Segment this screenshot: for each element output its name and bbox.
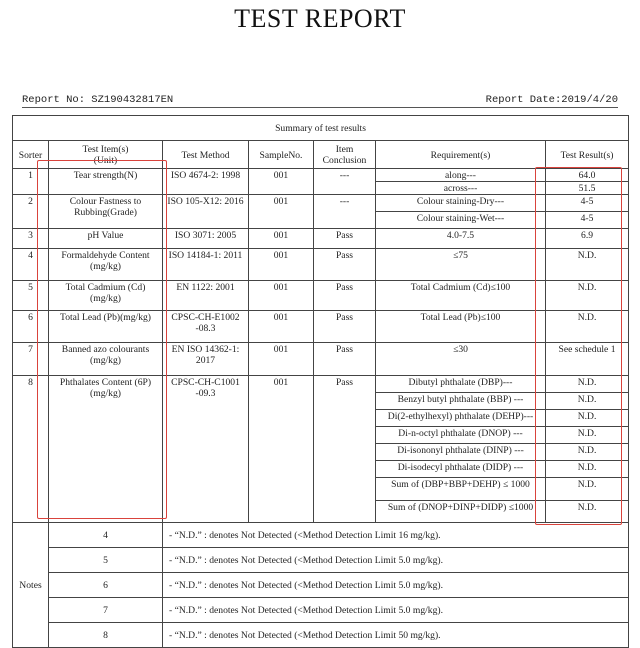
notes-label: Notes [13, 523, 49, 648]
requirement-cell: Colour staining-Dry--- [376, 195, 546, 212]
test-result-cell: N.D. [546, 461, 629, 478]
requirement-cell: across--- [376, 182, 546, 195]
requirement-cell: Total Lead (Pb)≤100 [376, 311, 546, 343]
note-text: - “N.D.” : denotes Not Detected (<Method Detection Limit 50 mg/kg). [163, 623, 629, 648]
sample-no-cell: 001 [249, 169, 314, 195]
test-result-cell: 6.9 [546, 229, 629, 249]
test-item-cell: Total Cadmium (Cd) (mg/kg) [49, 281, 163, 311]
column-header: SampleNo. [249, 141, 314, 169]
note-text: - “N.D.” : denotes Not Detected (<Method Detection Limit 5.0 mg/kg). [163, 573, 629, 598]
table-row [13, 229, 629, 249]
table-row [13, 169, 629, 182]
test-result-cell: N.D. [546, 501, 629, 523]
requirement-cell: 4.0-7.5 [376, 229, 546, 249]
sample-no-cell: 001 [249, 311, 314, 343]
test-method-cell: ISO 3071: 2005 [163, 229, 249, 249]
test-result-cell: N.D. [546, 249, 629, 281]
test-method-cell: ISO 105-X12: 2016 [163, 195, 249, 229]
report-number: Report No: SZ190432817EN [22, 94, 174, 106]
test-item-cell: Tear strength(N) [49, 169, 163, 195]
note-number: 8 [49, 623, 163, 648]
notes-row [13, 598, 629, 623]
test-item-cell: Total Lead (Pb)(mg/kg) [49, 311, 163, 343]
test-item-cell: pH Value [49, 229, 163, 249]
conclusion-cell: Pass [314, 343, 376, 376]
sorter-cell: 6 [13, 311, 49, 343]
sample-no-cell: 001 [249, 229, 314, 249]
test-result-cell: N.D. [546, 281, 629, 311]
sorter-cell: 8 [13, 376, 49, 523]
sample-no-cell: 001 [249, 195, 314, 229]
requirement-cell: along--- [376, 169, 546, 182]
sorter-cell: 2 [13, 195, 49, 229]
test-method-cell: EN ISO 14362-1: 2017 [163, 343, 249, 376]
requirement-cell: Di(2-ethylhexyl) phthalate (DEHP)--- [376, 410, 546, 427]
note-number: 6 [49, 573, 163, 598]
table-row [13, 376, 629, 393]
table-row [13, 249, 629, 281]
table-row [13, 281, 629, 311]
sample-no-cell: 001 [249, 343, 314, 376]
sorter-cell: 4 [13, 249, 49, 281]
test-method-cell: ISO 14184-1: 2011 [163, 249, 249, 281]
notes-row [13, 623, 629, 648]
note-number: 7 [49, 598, 163, 623]
test-item-cell: Colour Fastness to Rubbing(Grade) [49, 195, 163, 229]
test-result-cell: N.D. [546, 427, 629, 444]
column-header: Sorter [13, 141, 49, 169]
test-result-cell: N.D. [546, 478, 629, 501]
requirement-cell: ≤75 [376, 249, 546, 281]
sample-no-cell: 001 [249, 376, 314, 523]
sample-no-cell: 001 [249, 249, 314, 281]
column-header: Test Method [163, 141, 249, 169]
test-result-cell: N.D. [546, 444, 629, 461]
test-method-cell: CPSC-CH-E1002 -08.3 [163, 311, 249, 343]
notes-row [13, 548, 629, 573]
test-result-cell: N.D. [546, 311, 629, 343]
test-method-cell: CPSC-CH-C1001 -09.3 [163, 376, 249, 523]
table-row [13, 311, 629, 343]
test-result-cell: N.D. [546, 376, 629, 393]
header-row [13, 141, 629, 169]
note-number: 5 [49, 548, 163, 573]
report-header-line [22, 94, 618, 108]
test-result-cell: 64.0 [546, 169, 629, 182]
report-title: TEST REPORT [234, 4, 406, 33]
sorter-cell: 7 [13, 343, 49, 376]
test-item-cell: Formaldehyde Content (mg/kg) [49, 249, 163, 281]
test-result-cell: See schedule 1 [546, 343, 629, 376]
requirement-cell: Colour staining-Wet--- [376, 212, 546, 229]
column-header: Test Result(s) [546, 141, 629, 169]
test-result-cell: 4-5 [546, 195, 629, 212]
summary-table [12, 115, 629, 648]
column-header: Requirement(s) [376, 141, 546, 169]
requirement-cell: Di-isononyl phthalate (DINP) --- [376, 444, 546, 461]
requirement-cell: Total Cadmium (Cd)≤100 [376, 281, 546, 311]
test-result-cell: 4-5 [546, 212, 629, 229]
requirement-cell: Dibutyl phthalate (DBP)--- [376, 376, 546, 393]
summary-title: Summary of test results [13, 116, 629, 141]
column-header: Item Conclusion [314, 141, 376, 169]
test-result-cell: N.D. [546, 393, 629, 410]
requirement-cell: Di-n-octyl phthalate (DNOP) --- [376, 427, 546, 444]
conclusion-cell: --- [314, 195, 376, 229]
test-item-cell: Phthalates Content (6P) (mg/kg) [49, 376, 163, 523]
notes-row [13, 523, 629, 548]
sample-no-cell: 001 [249, 281, 314, 311]
note-text: - “N.D.” : denotes Not Detected (<Method Detection Limit 16 mg/kg). [163, 523, 629, 548]
conclusion-cell: Pass [314, 311, 376, 343]
sorter-cell: 3 [13, 229, 49, 249]
requirement-cell: Benzyl butyl phthalate (BBP) --- [376, 393, 546, 410]
test-result-cell: N.D. [546, 410, 629, 427]
report-date: Report Date:2019/4/20 [485, 94, 618, 106]
sorter-cell: 1 [13, 169, 49, 195]
column-header: Test Item(s) (Unit) [49, 141, 163, 169]
note-text: - “N.D.” : denotes Not Detected (<Method Detection Limit 5.0 mg/kg). [163, 598, 629, 623]
requirement-cell: Di-isodecyl phthalate (DIDP) --- [376, 461, 546, 478]
table-row [13, 195, 629, 212]
requirement-cell: ≤30 [376, 343, 546, 376]
table-row [13, 343, 629, 376]
test-method-cell: EN 1122: 2001 [163, 281, 249, 311]
conclusion-cell: --- [314, 169, 376, 195]
test-item-cell: Banned azo colourants (mg/kg) [49, 343, 163, 376]
note-text: - “N.D.” : denotes Not Detected (<Method Detection Limit 5.0 mg/kg). [163, 548, 629, 573]
requirement-cell: Sum of (DBP+BBP+DEHP) ≤ 1000 [376, 478, 546, 501]
conclusion-cell: Pass [314, 229, 376, 249]
summary-title-row [13, 116, 629, 141]
notes-row [13, 573, 629, 598]
conclusion-cell: Pass [314, 281, 376, 311]
test-result-cell: 51.5 [546, 182, 629, 195]
note-number: 4 [49, 523, 163, 548]
conclusion-cell: Pass [314, 376, 376, 523]
sorter-cell: 5 [13, 281, 49, 311]
requirement-cell: Sum of (DNOP+DINP+DIDP) ≤1000 [376, 501, 546, 523]
conclusion-cell: Pass [314, 249, 376, 281]
test-method-cell: ISO 4674-2: 1998 [163, 169, 249, 195]
